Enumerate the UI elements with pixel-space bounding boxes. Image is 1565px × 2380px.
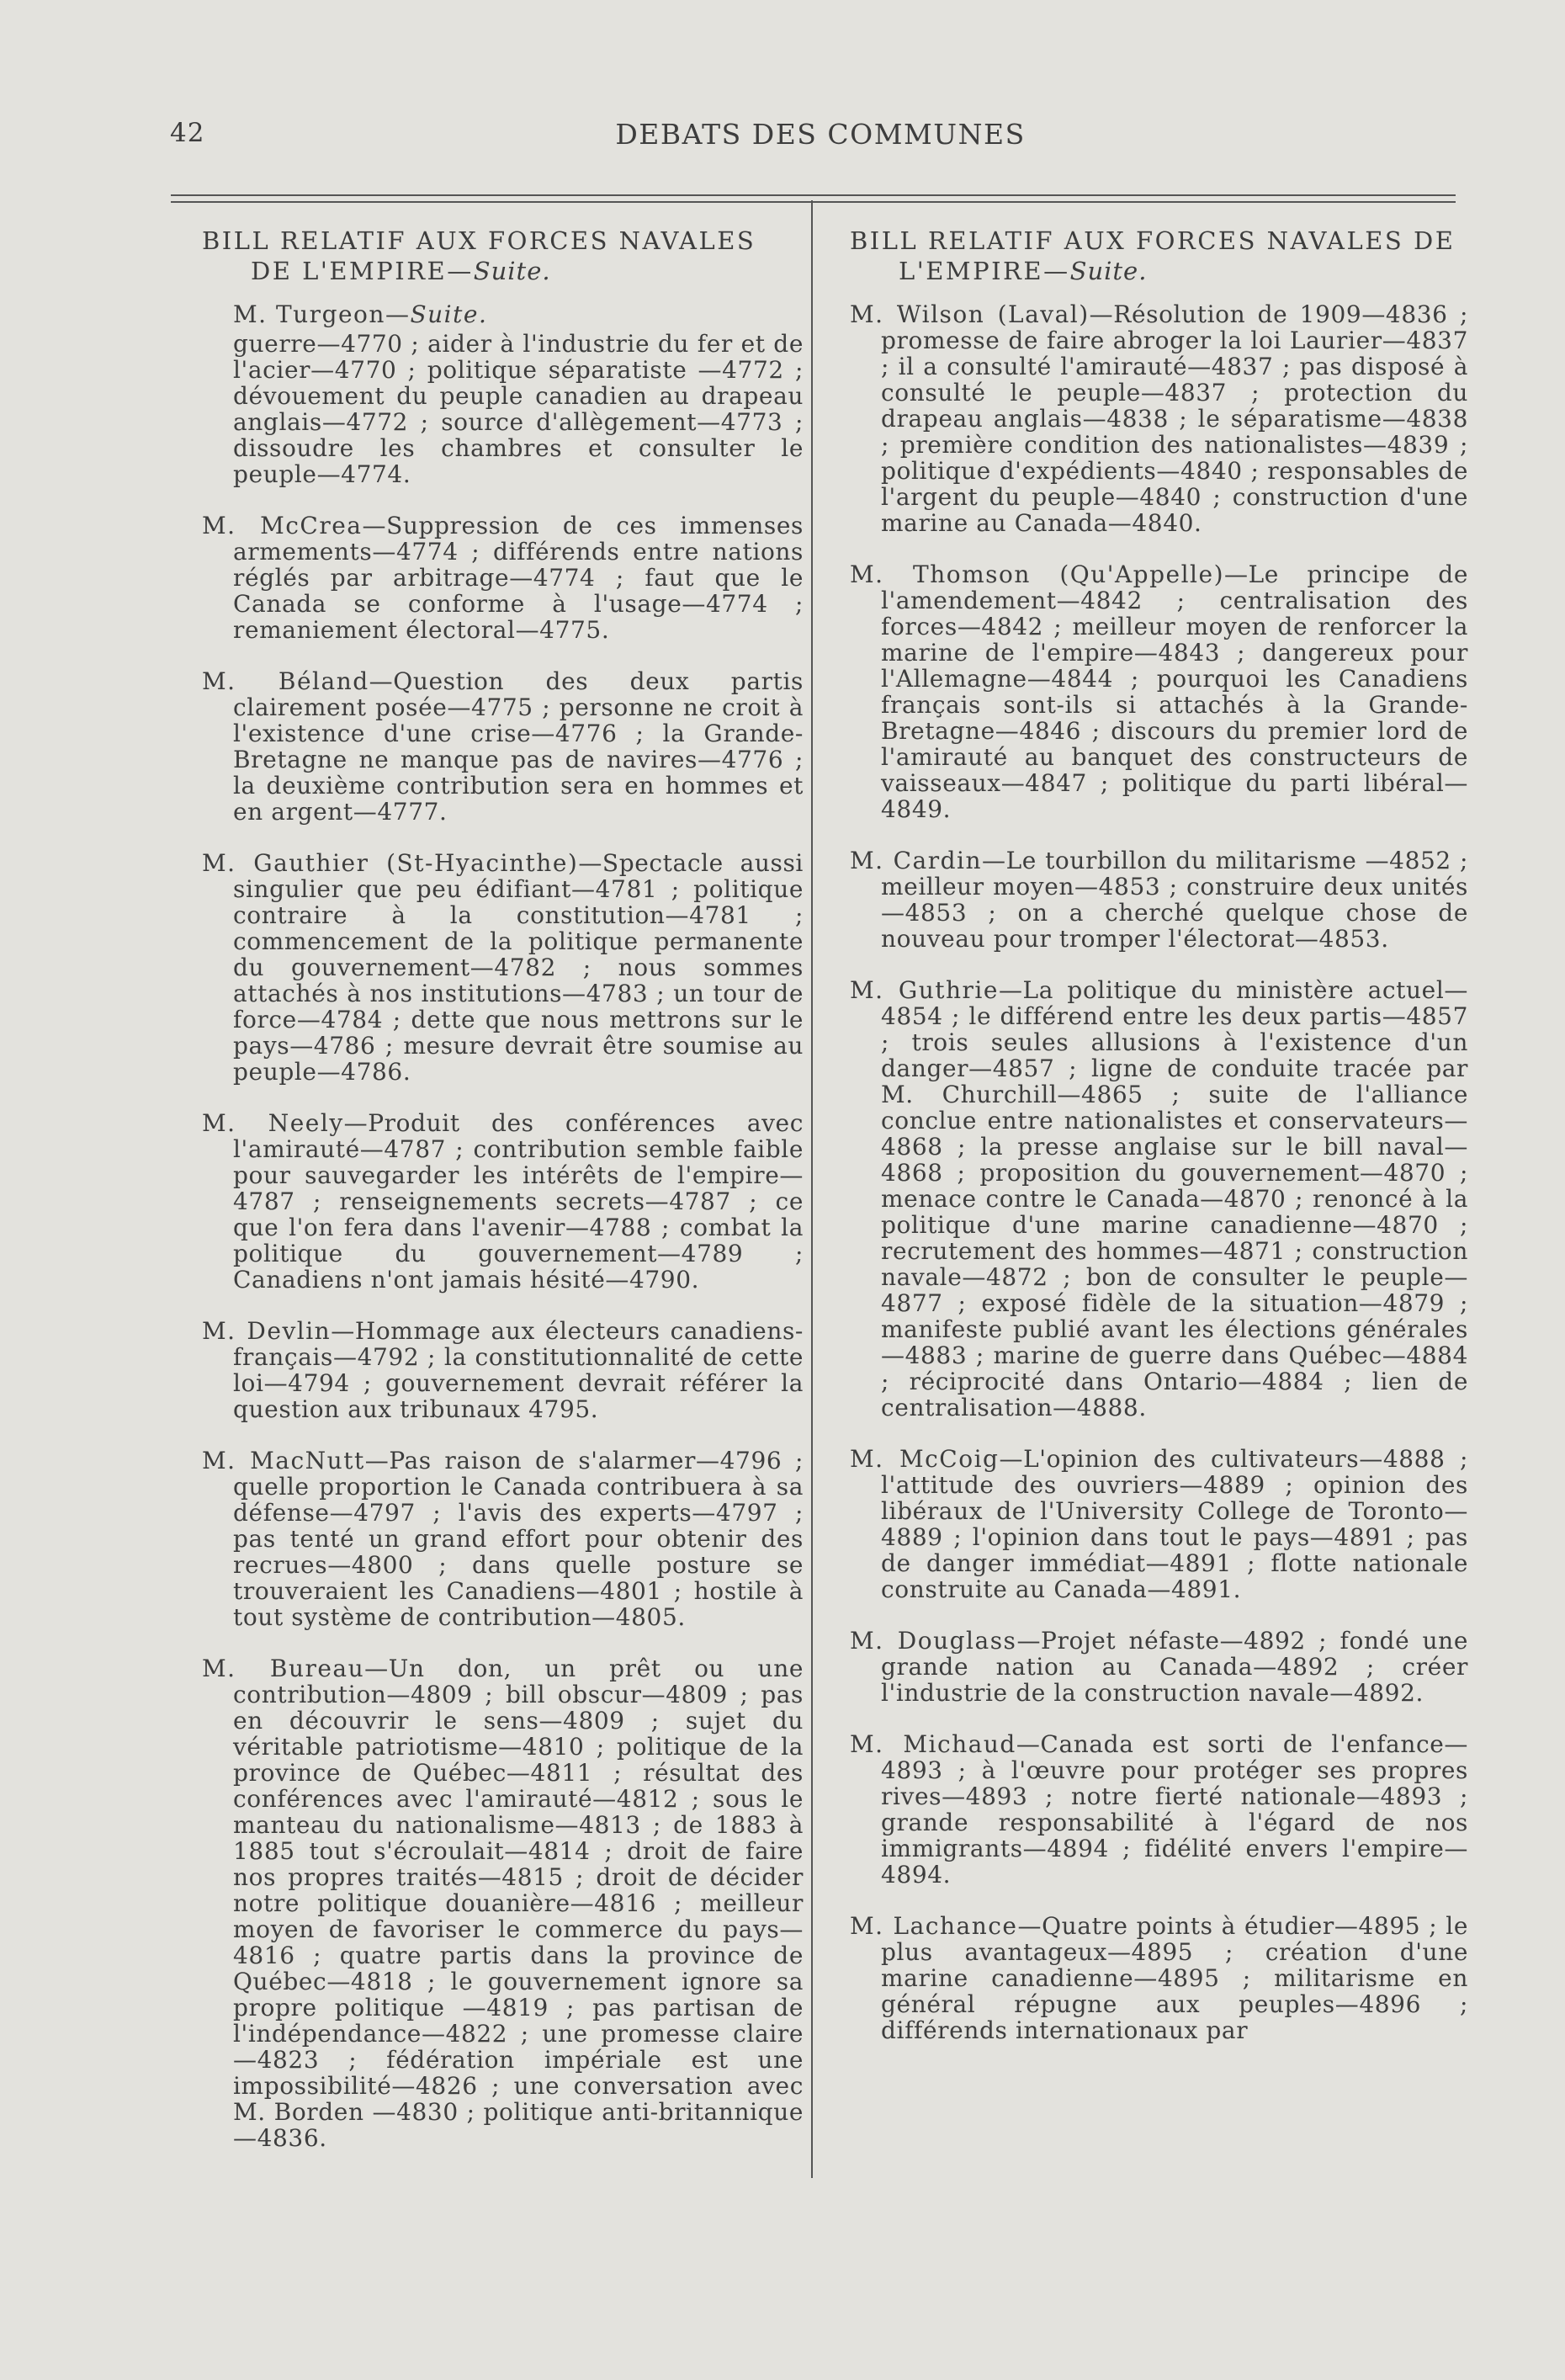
left-column [202, 226, 804, 2176]
index-entry: M. Devlin—Hommage aux électeurs canadiens-français—4792 ; la constitutionnalité de cette loi—4794 ; gouvernement devrait référer la question aux tribunaux 4795. [202, 1317, 804, 1423]
column-divider [811, 200, 813, 2178]
section-heading: BILL RELATIF AUX FORCES NAVALES DE L'EMPIRE—Suite. [850, 226, 1456, 285]
index-entry: M. Neely—Produit des conférences avec l'amirauté—4787 ; contribution semble faible pour sauvegarder les intérêts de l'empire—4787 ; renseignements secrets—4787 ; ce que l'on fera dans l'avenir—4788 ; combat la politique du gouvernement—4789 ; Canadiens n'ont jamais hésité—4790. [202, 1109, 804, 1294]
index-entry: M. Douglass—Projet néfaste—4892 ; fondé une grande nation au Canada—4892 ; créer l'industrie de la construction navale—4892. [850, 1627, 1468, 1707]
running-title: DEBATS DES COMMUNES [615, 118, 1026, 151]
index-entry: M. Lachance—Quatre points à étudier—4895 ; le plus avantageux—4895 ; création d'une marine canadienne—4895 ; militarisme en général répugne aux peuples—4896 ; différends internationaux par [850, 1912, 1469, 2044]
index-entry: M. Thomson (Qu'Appelle)—Le principe de l'amendement—4842 ; centralisation des forces—4842 ; meilleur moyen de renforcer la marine de l'empire—4843 ; dangereux pour l'Allemagne—4844 ; pourquoi les Canadiens français sont-ils si attachés à la Grande-Bretagne—4846 ; discours du premier lord de l'amirauté au banquet des constructeurs de vaisseaux—4847 ; politique du parti libéral—4849. [850, 560, 1469, 823]
right-column [850, 226, 1468, 2069]
page-number: 42 [170, 118, 205, 148]
index-entry: M. Cardin—Le tourbillon du militarisme —4852 ; meilleur moyen—4853 ; construire deux unités—4853 ; on a cherché quelque chose de nouveau pour tromper l'électorat—4853. [850, 847, 1468, 953]
header-double-rule [171, 194, 1456, 203]
continued-speaker: M. Turgeon—Suite. [233, 300, 488, 328]
index-entry: M. McCrea—Suppression de ces immenses armements—4774 ; différends entre nations réglés par arbitrage—4774 ; faut que le Canada se conforme à l'usage—4774 ; remaniement électoral—4775. [202, 512, 804, 644]
index-entry: M. McCoig—L'opinion des cultivateurs—4888 ; l'attitude des ouvriers—4889 ; opinion des libéraux de l'University College de Toronto—4889 ; l'opinion dans tout le pays—4891 ; pas de danger immédiat—4891 ; flotte nationale construite au Canada—4891. [850, 1445, 1469, 1603]
index-entry: M. Béland—Question des deux partis clairement posée—4775 ; personne ne croit à l'existence d'une crise—4776 ; la Grande-Bretagne ne manque pas de navires—4776 ; la deuxième contribution sera en hommes et en argent—4777. [202, 667, 804, 826]
index-entry: M. Bureau—Un don, un prêt ou une contribution—4809 ; bill obscur—4809 ; pas en découvrir le sens—4809 ; sujet du véritable patriotisme—4810 ; politique de la province de Québec—4811 ; résultat des conférences avec l'amirauté—4812 ; sous le manteau du nationalisme—4813 ; de 1883 à 1885 tout s'écroulait—4814 ; droit de faire nos propres traités—4815 ; droit de décider notre politique douanière—4816 ; meilleur moyen de favoriser le commerce du pays—4816 ; quatre partis dans la province de Québec—4818 ; le gouvernement ignore sa propre politique —4819 ; pas partisan de l'indépendance—4822 ; une promesse claire—4823 ; fédération impériale est une impossibilité—4826 ; une conversation avec M. Borden —4830 ; politique anti-britannique—4836. [202, 1655, 804, 2152]
index-entry: M. Wilson (Laval)—Résolution de 1909—4836 ; promesse de faire abroger la loi Laurier—4837 ; il a consulté l'amirauté—4837 ; pas disposé à consulté le peuple—4837 ; protection du drapeau anglais—4838 ; le séparatisme—4838 ; première condition des nationalistes—4839 ; politique d'expédients—4840 ; responsables de l'argent du peuple—4840 ; construction d'une marine au Canada—4840. [850, 300, 1468, 537]
index-entry: M. Michaud—Canada est sorti de l'enfance—4893 ; à l'œuvre pour protéger ses propres rives—4893 ; notre fierté nationale—4893 ; grande responsabilité à l'égard de nos immigrants—4894 ; fidélité envers l'empire—4894. [850, 1730, 1469, 1889]
index-entry: M. Gauthier (St-Hyacinthe)—Spectacle aussi singulier que peu édifiant—4781 ; politique contraire à la constitution—4781 ; commencement de la politique permanente du gouvernement—4782 ; nous sommes attachés à nos institutions—4783 ; un tour de force—4784 ; dette que nous mettrons sur le pays—4786 ; mesure devrait être soumise au peuple—4786. [202, 849, 804, 1086]
section-heading: BILL RELATIF AUX FORCES NAVALES DE L'EMPIRE—Suite. [202, 226, 756, 285]
index-entry: M. Guthrie—La politique du ministère actuel—4854 ; le différend entre les deux partis—4857 ; trois seules allusions à l'existence d'un danger—4857 ; ligne de conduite tracée par M. Churchill—4865 ; suite de l'alliance conclue entre nationalistes et conservateurs—4868 ; la presse anglaise sur le bill naval—4868 ; proposition du gouvernement—4870 ; menace contre le Canada—4870 ; renoncé à la politique d'une marine canadienne—4870 ; recrutement des hommes—4871 ; construction navale—4872 ; bon de consulter le peuple—4877 ; exposé fidèle de la situation—4879 ; manifeste publié avant les élections générales—4883 ; marine de guerre dans Québec—4884 ; réciprocité dans Ontario—4884 ; lien de centralisation—4888. [850, 976, 1468, 1421]
index-entry: M. MacNutt—Pas raison de s'alarmer—4796 ; quelle proportion le Canada contribuera à sa défense—4797 ; l'avis des experts—4797 ; pas tenté un grand effort pour obtenir des recrues—4800 ; dans quelle posture se trouveraient les Canadiens—4801 ; hostile à tout système de contribution—4805. [202, 1447, 804, 1631]
continued-entry-text: guerre—4770 ; aider à l'industrie du fer et de l'acier—4770 ; politique séparatiste —4772 ; dévouement du peuple canadien au drapeau anglais—4772 ; source d'allègement—4773 ; dissoudre les chambres et consulter le peuple—4774. [233, 330, 804, 488]
